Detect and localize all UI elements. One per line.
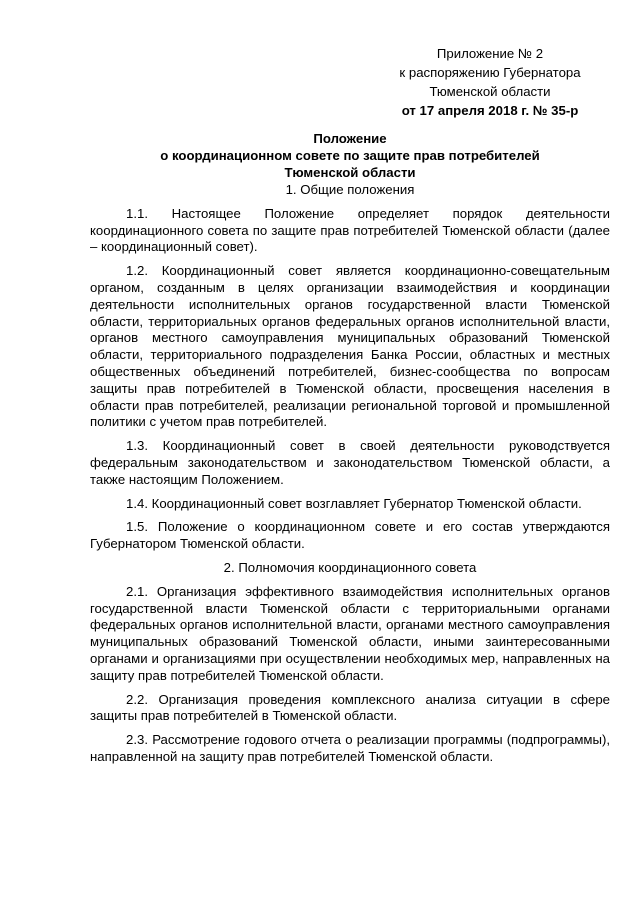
title-line-1: Положение	[313, 131, 387, 146]
paragraph: 1.1. Настоящее Положение определяет порядок деятельности координационного совета по защите прав потребителей Тюменской области (далее – координационный совет).	[90, 205, 610, 255]
paragraph: 1.4. Координационный совет возглавляет Губернатор Тюменской области.	[126, 495, 582, 511]
annex-date: от 17 апреля 2018 г. № 35-р	[401, 103, 579, 118]
section-heading: 2. Полномочия координационного совета	[223, 559, 477, 575]
paragraph: 1.5. Положение о координационном совете и его состав утверждаются Губернатором Тюменской области.	[90, 519, 610, 552]
title-line-2: о координационном совете по защите прав потребителей	[160, 148, 540, 163]
document-title	[90, 130, 610, 181]
paragraph: 2.3. Рассмотрение годового отчета о реализации программы (подпрограммы), направленной на защиту прав потребителей Тюменской области.	[90, 732, 610, 764]
annex-block	[380, 44, 600, 120]
paragraph: 1.3. Координационный совет в своей деятельности руководствуется федеральным законодательством и законодательством Тюменской области, а также настоящим Положением.	[90, 438, 610, 487]
document-body	[90, 182, 610, 773]
paragraph: 1.2. Координационный совет является координационно-совещательным органом, созданным в целях организации взаимодействия и координации деятельности исполнительных органов государственной власти Тюменской области, территориальных органов федеральных органов исполнительной власти, органов местного самоуправления муниципальных образований Тюменской области, территориального подразделения Банка России, областных и местных общественных объединений потребителей, бизнес-сообщества по вопросам защиты прав потребителей в Тюменской области, просвещения населения в области прав потребителей, реализации региональной торговой и промышленной политики с учетом прав потребителей.	[90, 263, 610, 430]
annex-reference: к распоряжению Губернатора	[399, 65, 581, 80]
paragraph: 2.1. Организация эффективного взаимодействия исполнительных органов государственной власти Тюменской области с территориальными органами федеральных органов исполнительной власти, органами местного самоуправления муниципальных образований Тюменской области, иными заинтересованными органами и организациями при осуществлении необходимых мер, направленных на защиту прав потребителей Тюменской области.	[90, 583, 610, 683]
annex-number: Приложение № 2	[436, 46, 544, 61]
title-line-3: Тюменской области	[284, 165, 416, 180]
annex-region: Тюменской области	[429, 84, 551, 99]
paragraph: 2.2. Организация проведения комплексного анализа ситуации в сфере защиты прав потребителей в Тюменской области.	[90, 691, 610, 724]
section-heading: 1. Общие положения	[285, 182, 415, 197]
